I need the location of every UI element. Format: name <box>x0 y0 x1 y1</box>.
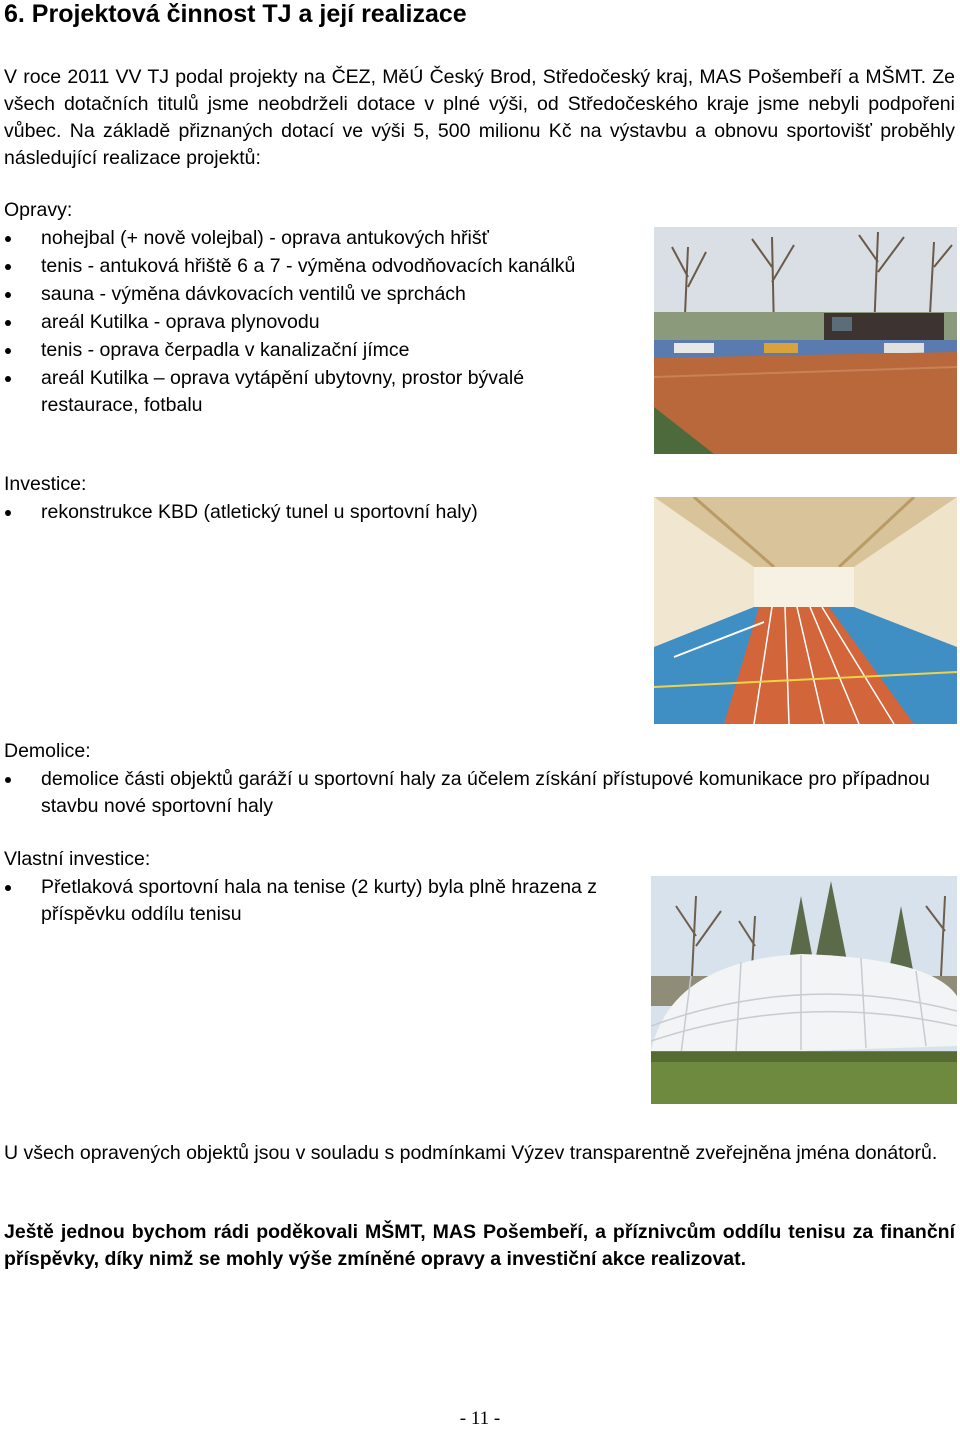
photo-athletic-tunnel <box>654 497 957 724</box>
list-item: nohejbal (+ nově volejbal) - oprava antukových hřišť <box>0 225 600 252</box>
section-heading-vlastni-investice: Vlastní investice: <box>4 848 151 870</box>
list-item: areál Kutilka - oprava plynovodu <box>0 309 600 336</box>
list-demolice <box>0 766 956 821</box>
list-vlastni-investice <box>0 874 600 929</box>
bullet-icon <box>5 292 11 298</box>
section-heading-demolice: Demolice: <box>4 740 91 762</box>
list-item: demolice části objektů garáží u sportovní haly za účelem získání přístupové komunikace pro případnou stavbu nové sportovní haly <box>0 766 956 820</box>
list-item: tenis - antuková hřiště 6 a 7 - výměna odvodňovacích kanálků <box>0 253 600 280</box>
bullet-icon <box>5 348 11 354</box>
list-item: tenis - oprava čerpadla v kanalizační jímce <box>0 337 600 364</box>
photo-tennis-dome <box>651 876 957 1104</box>
bullet-icon <box>5 320 11 326</box>
list-item: areál Kutilka – oprava vytápění ubytovny, prostor bývalé restaurace, fotbalu <box>0 365 600 419</box>
section-heading-opravy: Opravy: <box>4 199 73 221</box>
photo-clay-court <box>654 227 957 454</box>
bullet-icon <box>5 777 11 783</box>
list-item: Přetlaková sportovní hala na tenise (2 kurty) byla plně hrazena z příspěvku oddílu tenisu <box>0 874 600 928</box>
page-title: 6. Projektová činnost TJ a její realizace <box>4 0 467 28</box>
bullet-icon <box>5 885 11 891</box>
bullet-icon <box>5 376 11 382</box>
bullet-icon <box>5 264 11 270</box>
section-heading-investice: Investice: <box>4 473 87 495</box>
list-investice <box>0 499 620 527</box>
thanks-paragraph: Ještě jednou bychom rádi poděkovali MŠMT, MAS Pošembeří, a příznivcům oddílu tenisu za finanční příspěvky, díky nimž se mohly výše zmíněné opravy a investiční akce realizovat. <box>4 1221 955 1270</box>
bullet-icon <box>5 236 11 242</box>
list-opravy <box>0 225 600 420</box>
bullet-icon <box>5 510 11 516</box>
closing-paragraph: U všech opravených objektů jsou v souladu s podmínkami Výzev transparentně zveřejněna jména donátorů. <box>4 1142 938 1164</box>
intro-paragraph: V roce 2011 VV TJ podal projekty na ČEZ, MěÚ Český Brod, Středočeský kraj, MAS Pošembeří a MŠMT. Ze všech dotačních titulů jsme neobdrželi dotace v plné výši, od Středočeského kraje jsme nebyli podpořeni vůbec. Na základě přiznaných dotací ve výši 5, 500 milionu Kč na výstavbu a obnovu sportovišť proběhly následující realizace projektů: <box>4 66 955 169</box>
list-item: rekonstrukce KBD (atletický tunel u sportovní haly) <box>0 499 620 526</box>
page-number: - 11 - <box>459 1408 501 1429</box>
list-item: sauna - výměna dávkovacích ventilů ve sprchách <box>0 281 600 308</box>
